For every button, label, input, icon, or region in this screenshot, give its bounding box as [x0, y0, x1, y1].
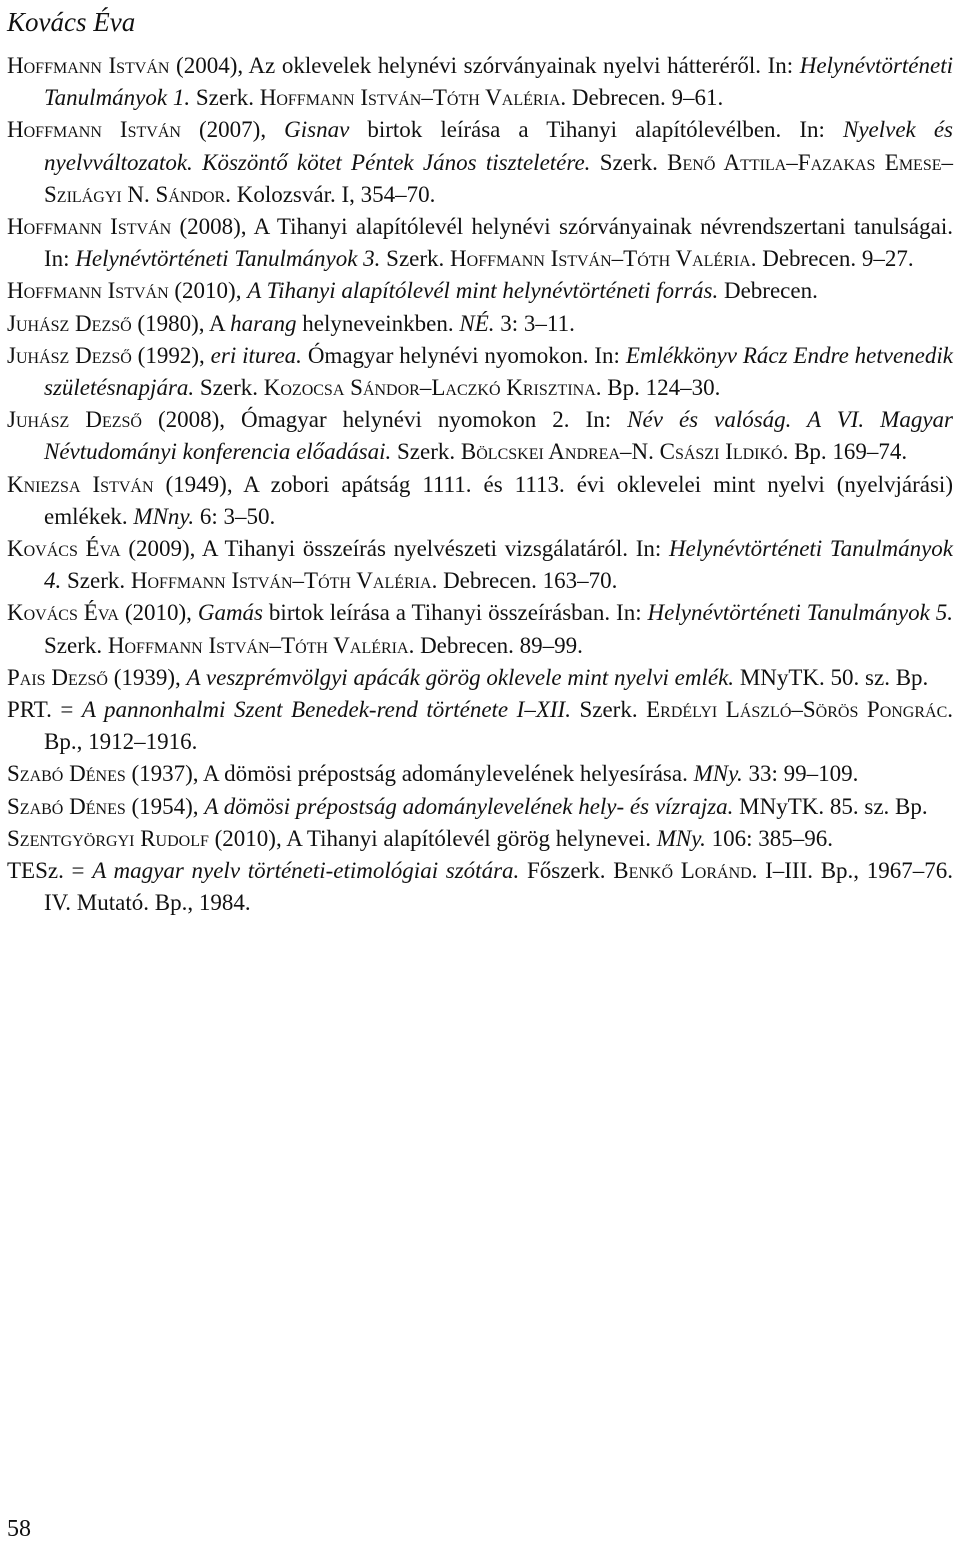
reference-text: Ómagyar helynévi nyomokon. In:	[301, 342, 626, 368]
reference-text: Debrecen.	[718, 278, 818, 304]
reference-entry	[7, 597, 953, 661]
reference-entry	[7, 758, 953, 790]
bibliography-list	[7, 50, 953, 919]
reference-text: (2008), Ómagyar helynévi nyomokon 2. In:	[141, 407, 628, 433]
reference-text: Szerk. H	[380, 246, 467, 272]
author-initial: D	[63, 761, 86, 787]
author-initial: I	[101, 117, 128, 143]
reference-text: (2007),	[180, 117, 285, 143]
author-name: zabó	[19, 761, 64, 787]
reference-term: Gisnav	[284, 117, 350, 143]
editor-name: enő	[682, 149, 716, 175]
author-initial: I	[101, 278, 116, 304]
editor-name: ándor	[168, 181, 226, 207]
reference-title: Nyelvek és nyelvváltozatok. Köszöntő kötet Péntek János tiszteletére.	[44, 117, 953, 175]
reference-text: Főszerk. B	[519, 858, 629, 884]
editor-name: ozocsa	[280, 375, 345, 401]
editor-name: aléria	[349, 632, 409, 658]
reference-text: (1992),	[131, 342, 211, 368]
reference-text: I	[354, 85, 369, 111]
editor-name: aczkó	[445, 375, 501, 401]
reference-entry	[7, 469, 953, 533]
author-initial: J	[7, 407, 16, 433]
author-name: ezső	[67, 664, 108, 690]
reference-text: –S	[44, 149, 953, 207]
author-name: uhász	[15, 342, 70, 368]
editor-name: stván	[558, 246, 612, 272]
author-name: va	[97, 600, 119, 626]
editor-name: rdélyi	[660, 697, 718, 723]
editor-name: aléria	[372, 568, 432, 594]
reference-text: –T	[421, 85, 447, 111]
reference-text: . Debrecen. 9–61.	[560, 85, 724, 111]
reference-text: I	[719, 439, 733, 465]
editor-name: sászi	[674, 439, 720, 465]
reference-text: S	[344, 375, 363, 401]
reference-entry	[7, 694, 953, 758]
editor-name: ölcskei	[476, 439, 544, 465]
reference-term: eri iturea.	[210, 342, 302, 368]
journal-abbrev: MNny.	[133, 503, 195, 529]
reference-entry	[7, 275, 953, 307]
reference-text: N. S	[121, 181, 169, 207]
author-name: stván	[117, 214, 172, 240]
reference-text: (2010), A Tihanyi alapítólevél görög helynevei.	[208, 825, 657, 851]
reference-text: Szerk. H	[190, 85, 277, 111]
reference-entry	[7, 50, 953, 114]
editor-name: offmann	[466, 246, 545, 272]
editor-name: ándor	[362, 375, 420, 401]
author-initial: H	[7, 278, 24, 304]
reference-text: birtok leírása a Tihanyi összeírásban. In:	[263, 600, 648, 626]
editor-name: offmann	[124, 632, 203, 658]
author-name: stván	[127, 117, 181, 143]
reference-text: . Bp. 124–30.	[595, 375, 721, 401]
author-initial: D	[69, 342, 92, 368]
reference-entry	[7, 340, 953, 404]
editor-name: offmann	[147, 568, 226, 594]
reference-title: Helynévtörténeti Tanulmányok 1.	[44, 53, 953, 111]
editor-name: azakas	[810, 149, 876, 175]
editor-name: óth	[318, 568, 351, 594]
reference-text: A	[543, 439, 565, 465]
reference-text: –F	[786, 149, 811, 175]
reference-title: Helynévtörténeti Tanulmányok 4.	[44, 536, 953, 594]
editor-name: ttila	[740, 149, 787, 175]
reference-text: Szerk. K	[194, 375, 281, 401]
reference-text: P	[858, 697, 880, 723]
editor-name: stván	[239, 568, 293, 594]
reference-entry	[7, 791, 953, 823]
reference-text: I	[544, 246, 559, 272]
reference-text: E	[875, 149, 899, 175]
reference-entry	[7, 114, 953, 211]
editor-name: stván	[368, 85, 422, 111]
reference-text: (2010),	[118, 600, 198, 626]
author-initial: I	[101, 214, 118, 240]
author-initial: H	[7, 53, 24, 78]
reference-entry	[7, 533, 953, 597]
author-initial: I	[80, 471, 101, 497]
reference-text: . Debrecen. 163–70.	[431, 568, 618, 594]
journal-abbrev: MNy.	[693, 761, 743, 787]
reference-text: L	[717, 697, 740, 723]
reference-text: (2004), Az oklevelek helynévi szórványainak nyelvi hátteréről. In:	[169, 53, 800, 78]
reference-text: MNyTK. 50. sz. Bp.	[734, 664, 929, 690]
reference-text: birtok leírása a Tihanyi alapítólevélben. In:	[349, 117, 843, 143]
author-name: ezső	[91, 310, 132, 336]
author-initial: H	[7, 117, 24, 143]
author-name: zentgyörgyi	[19, 825, 135, 851]
author-name: énes	[85, 761, 126, 787]
reference-text: . Bp., 1912–1916.	[44, 697, 953, 755]
reference-text: L	[673, 858, 695, 884]
reference-term: Gamás	[197, 600, 263, 626]
page-number: 58	[7, 1516, 31, 1542]
editor-name: óth	[295, 632, 328, 658]
reference-entry	[7, 211, 953, 275]
reference-text: Szerk. B	[391, 439, 477, 465]
journal-abbrev: MNy.	[656, 825, 706, 851]
author-name: niezsa	[23, 471, 81, 497]
reference-text: (1937), A dömösi prépostság adománylevelének helyesírása.	[125, 761, 694, 787]
reference-title: A Tihanyi alapítólevél mint helynévtörténeti forrás.	[247, 278, 719, 304]
editor-name: ászló	[739, 697, 792, 723]
author-initial: D	[45, 664, 68, 690]
reference-text: V	[327, 632, 350, 658]
author-initial: D	[69, 310, 92, 336]
editor-name: risztina	[522, 375, 596, 401]
reference-text: . Bp. 169–74.	[782, 439, 908, 465]
reference-text: (2009), A Tihanyi összeírás nyelvészeti vizsgálatáról. In:	[120, 536, 669, 562]
author-initial: P	[7, 664, 20, 690]
author-name: uhász	[15, 407, 70, 433]
reference-text: –S	[791, 697, 816, 723]
author-name: stván	[115, 278, 169, 304]
reference-title: Emlékkönyv Rácz Endre hetvenedik születésnapjára.	[44, 342, 953, 401]
author-name: offmann	[23, 53, 102, 78]
reference-text: –T	[269, 632, 296, 658]
reference-entry	[7, 404, 953, 468]
author-name: offmann	[23, 214, 102, 240]
author-name: ovács	[23, 536, 78, 562]
author-name: offmann	[23, 117, 102, 143]
reference-entry	[7, 855, 953, 919]
reference-text: V	[350, 568, 373, 594]
editor-name: aléria	[501, 85, 561, 111]
author-name: stván	[116, 53, 170, 78]
reference-term: harang	[230, 310, 297, 336]
editor-name: örös	[815, 697, 859, 723]
reference-text: I	[225, 568, 240, 594]
author-initial: K	[7, 600, 24, 626]
author-initial: S	[7, 761, 20, 787]
reference-title: A dömösi prépostság adománylevelének hely- és vízrajza.	[204, 793, 734, 819]
reference-text: (1980), A	[131, 310, 231, 336]
reference-text: 33: 99–109.	[742, 761, 859, 787]
author-name: stván	[100, 471, 154, 497]
author-initial: É	[77, 600, 98, 626]
reference-text: I	[202, 632, 217, 658]
reference-text: (2008), A Tihanyi alapítólevél helynévi szórványainak névrendszertani tanulságai. In:	[44, 214, 953, 272]
author-name: ovács	[23, 600, 78, 626]
author-name: ezső	[101, 407, 142, 433]
reference-title: Helynévtörténeti Tanulmányok 5.	[647, 600, 953, 626]
author-initial: K	[7, 536, 24, 562]
author-name: zabó	[19, 793, 64, 819]
author-name: va	[99, 536, 121, 562]
reference-text: K	[500, 375, 523, 401]
reference-text: Szerk. E	[570, 697, 661, 723]
reference-text: –T	[292, 568, 319, 594]
reference-text: Szerk. B	[590, 149, 683, 175]
author-name: ais	[19, 664, 46, 690]
author-initial: S	[7, 825, 20, 851]
reference-text: . Debrecen. 89–99.	[408, 632, 583, 658]
running-head-author: Kovács Éva	[7, 7, 136, 37]
reference-text: (2010),	[168, 278, 248, 304]
reference-text: 6: 3–50.	[194, 503, 276, 529]
author-initial: I	[101, 53, 117, 78]
editor-name: ndrea	[564, 439, 620, 465]
reference-title: Név és valóság. A VI. Magyar Névtudományi konferencia előadásai.	[44, 407, 953, 465]
author-initial: J	[7, 310, 16, 336]
editor-name: zilágyi	[56, 181, 122, 207]
editor-name: offmann	[276, 85, 355, 111]
reference-text: helyneveinkben.	[296, 310, 460, 336]
editor-name: óth	[637, 246, 671, 272]
editor-name: stván	[216, 632, 270, 658]
reference-text: A	[715, 149, 741, 175]
author-name: offmann	[23, 278, 102, 304]
author-initial: K	[7, 471, 24, 497]
editor-name: aléria	[692, 246, 751, 272]
reference-text: Szerk. H	[61, 568, 148, 594]
editor-name: ongrác	[879, 697, 948, 723]
reference-text: Szerk. H	[44, 632, 125, 658]
reference-text: (1939),	[107, 664, 187, 690]
author-name: uhász	[15, 310, 70, 336]
reference-abbrev: PRT. =	[7, 697, 82, 723]
reference-text: V	[479, 85, 502, 111]
author-initial: D	[69, 407, 102, 433]
reference-text: . Debrecen. 9–27.	[750, 246, 914, 272]
journal-abbrev: NÉ.	[459, 310, 495, 336]
reference-text: . I–III. Bp., 1967–76. IV. Mutató. Bp., 1984.	[44, 858, 953, 916]
reference-text: . Kolozsvár. I, 354–70.	[225, 181, 436, 207]
reference-text: –N. C	[620, 439, 675, 465]
reference-entry	[7, 823, 953, 855]
reference-title: A pannonhalmi Szent Benedek-rend története I–XII.	[81, 697, 571, 723]
author-initial: J	[7, 342, 16, 368]
editor-name: ldikó	[732, 439, 783, 465]
reference-entry	[7, 662, 953, 694]
author-initial: H	[7, 214, 24, 240]
reference-text: 3: 3–11.	[494, 310, 575, 336]
reference-title: Helynévtörténeti Tanulmányok 3.	[75, 246, 381, 272]
author-name: udolf	[155, 825, 209, 851]
reference-text: (1954),	[125, 793, 205, 819]
editor-name: mese	[898, 149, 942, 175]
reference-abbrev: TESz. =	[7, 858, 93, 884]
editor-name: enkő	[628, 858, 674, 884]
reference-text: MNyTK. 85. sz. Bp.	[733, 793, 928, 819]
reference-text: 106: 385–96.	[705, 825, 834, 851]
author-initial: É	[77, 536, 100, 562]
reference-text: –T	[611, 246, 638, 272]
reference-entry	[7, 308, 953, 340]
author-name: ezső	[91, 342, 132, 368]
author-initial: D	[63, 793, 86, 819]
author-name: énes	[85, 793, 126, 819]
editor-name: oránd	[694, 858, 752, 884]
reference-title: A magyar nyelv történeti-etimológiai szótára.	[92, 858, 520, 884]
reference-title: A veszprémvölgyi apácák görög oklevele mint nyelvi emlék.	[186, 664, 735, 690]
editor-name: óth	[446, 85, 480, 111]
reference-text: –L	[419, 375, 446, 401]
author-initial: R	[134, 825, 156, 851]
reference-text: V	[670, 246, 693, 272]
reference-text: (1949), A zobori apátság 1111. és 1113. évi oklevelei mint nyelvi (nyelvjárási) emlékek.	[44, 471, 953, 529]
author-initial: S	[7, 793, 20, 819]
